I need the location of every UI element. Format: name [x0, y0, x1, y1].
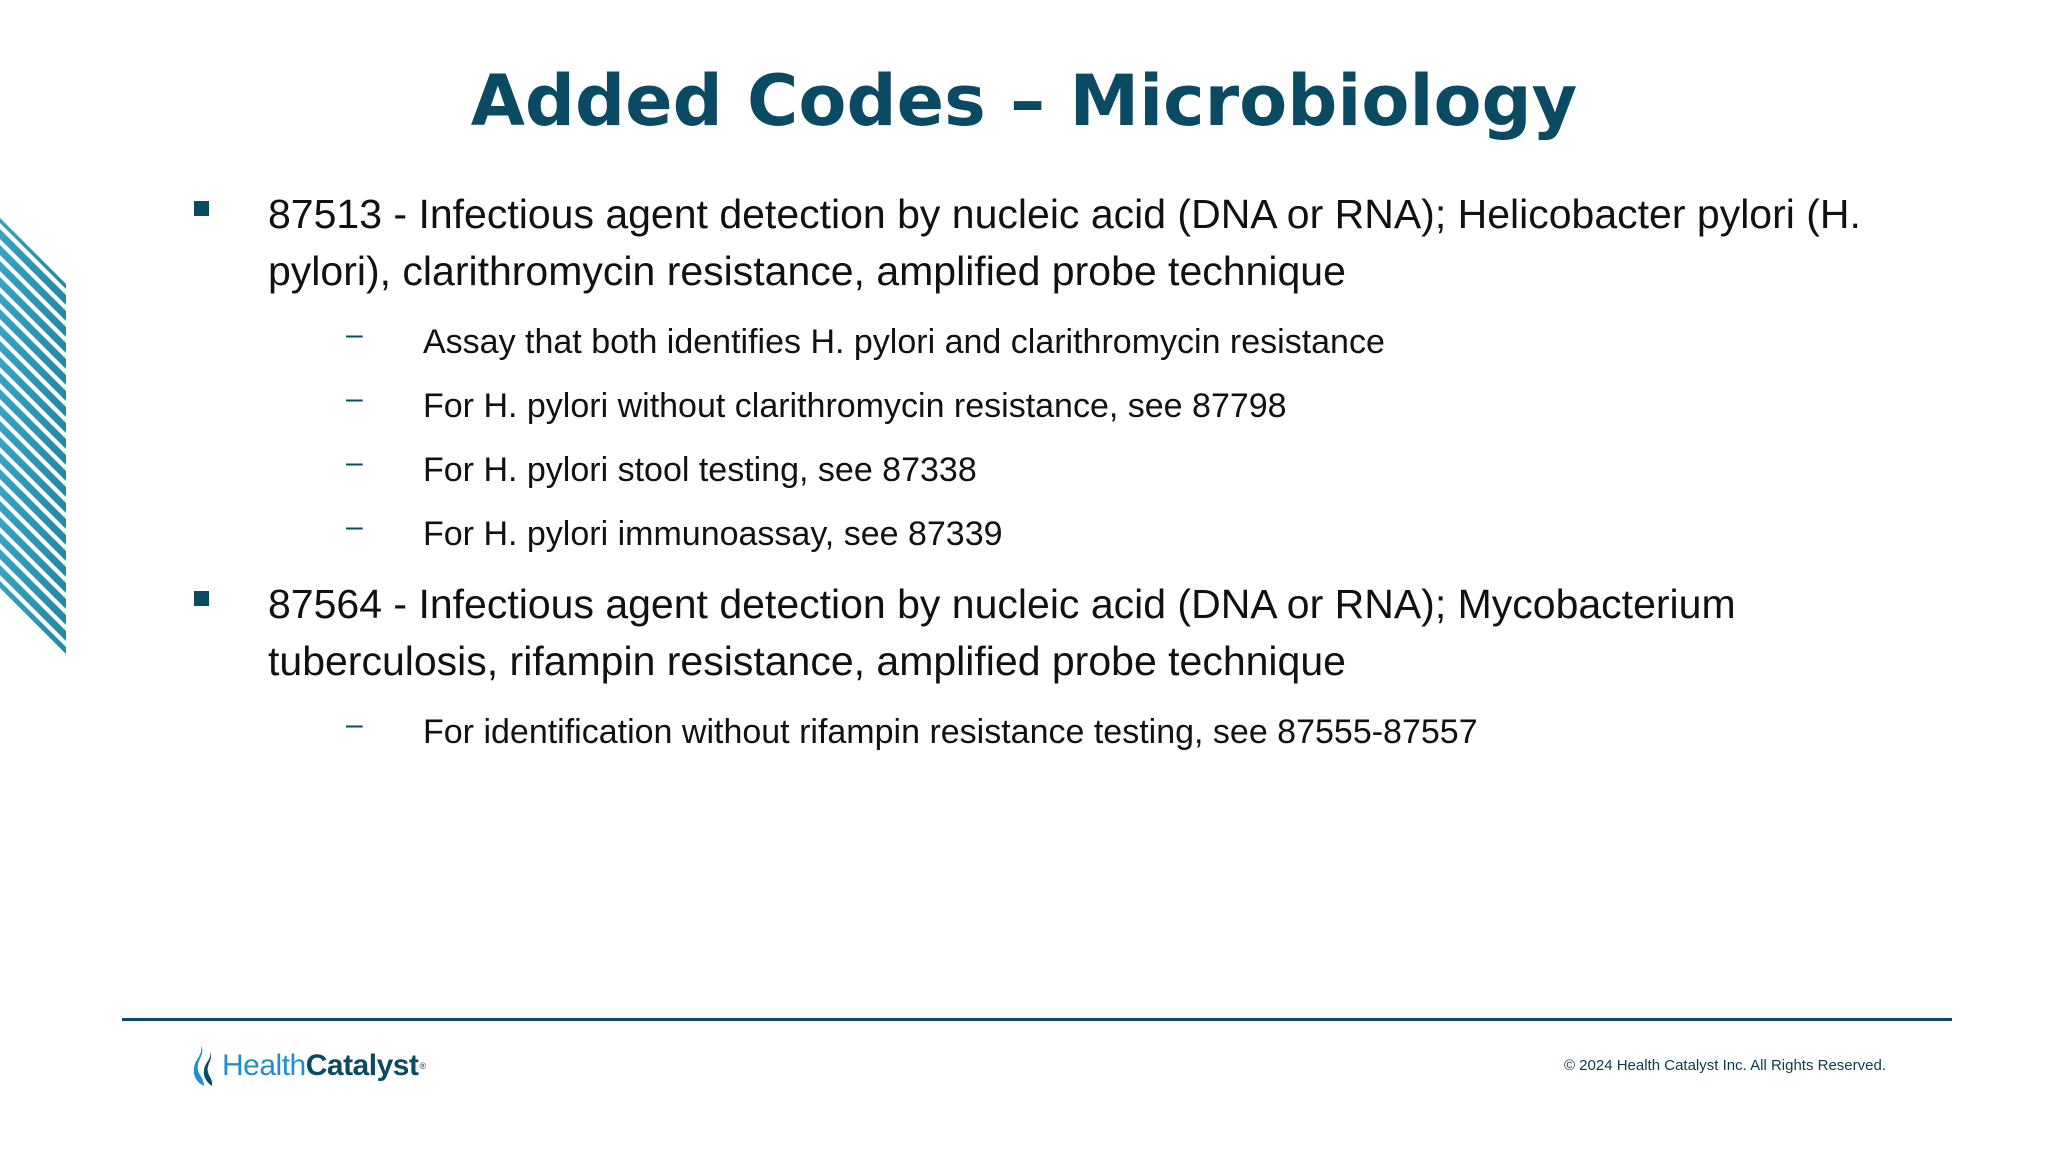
dash-bullet-icon: –	[346, 382, 363, 415]
sub-bullet-item	[268, 502, 1912, 566]
logo-text-catalyst: Catalyst	[305, 1049, 419, 1082]
dash-bullet-icon: –	[346, 510, 363, 543]
sub-bullet-item	[268, 438, 1912, 502]
sub-bullet-text: Assay that both identifies H. pylori and clarithromycin resistance	[423, 323, 1385, 361]
logo-text-health: Health	[222, 1049, 306, 1082]
sub-bullet-list	[268, 700, 1912, 764]
sub-bullet-text: For H. pylori immunoassay, see 87339	[423, 515, 1003, 553]
sub-bullet-item	[268, 700, 1912, 764]
footer-divider	[122, 1018, 1952, 1021]
square-bullet-icon	[194, 201, 209, 216]
health-catalyst-logo	[192, 1044, 426, 1088]
dash-bullet-icon: –	[346, 318, 363, 351]
copyright-notice: © 2024 Health Catalyst Inc. All Rights Reserved.	[1563, 1057, 1886, 1074]
flame-icon	[192, 1044, 218, 1088]
sub-bullet-text: For H. pylori stool testing, see 87338	[423, 451, 977, 489]
sub-bullet-text: For H. pylori without clarithromycin resistance, see 87798	[423, 387, 1287, 425]
bullet-list	[192, 186, 1912, 774]
slide-title: Added Codes – Microbiology	[470, 60, 1578, 142]
bullet-text: 87513 - Infectious agent detection by nucleic acid (DNA or RNA); Helicobacter pylori (H. pylori), clarithromycin resistance, amplified probe technique	[268, 191, 1861, 294]
sub-bullet-item	[268, 374, 1912, 438]
bullet-item-87513	[192, 186, 1912, 566]
sub-bullet-item	[268, 310, 1912, 374]
square-bullet-icon	[194, 591, 209, 606]
bullet-text: 87564 - Infectious agent detection by nucleic acid (DNA or RNA); Mycobacterium tuberculosis, rifampin resistance, amplified probe technique	[268, 581, 1736, 684]
logo-trademark: ®	[419, 1061, 427, 1071]
dash-bullet-icon: –	[346, 708, 363, 741]
bullet-item-87564	[192, 576, 1912, 764]
sub-bullet-list	[268, 310, 1912, 566]
dash-bullet-icon: –	[346, 446, 363, 479]
decorative-stripes	[0, 214, 70, 654]
sub-bullet-text: For identification without rifampin resistance testing, see 87555-87557	[423, 713, 1478, 751]
